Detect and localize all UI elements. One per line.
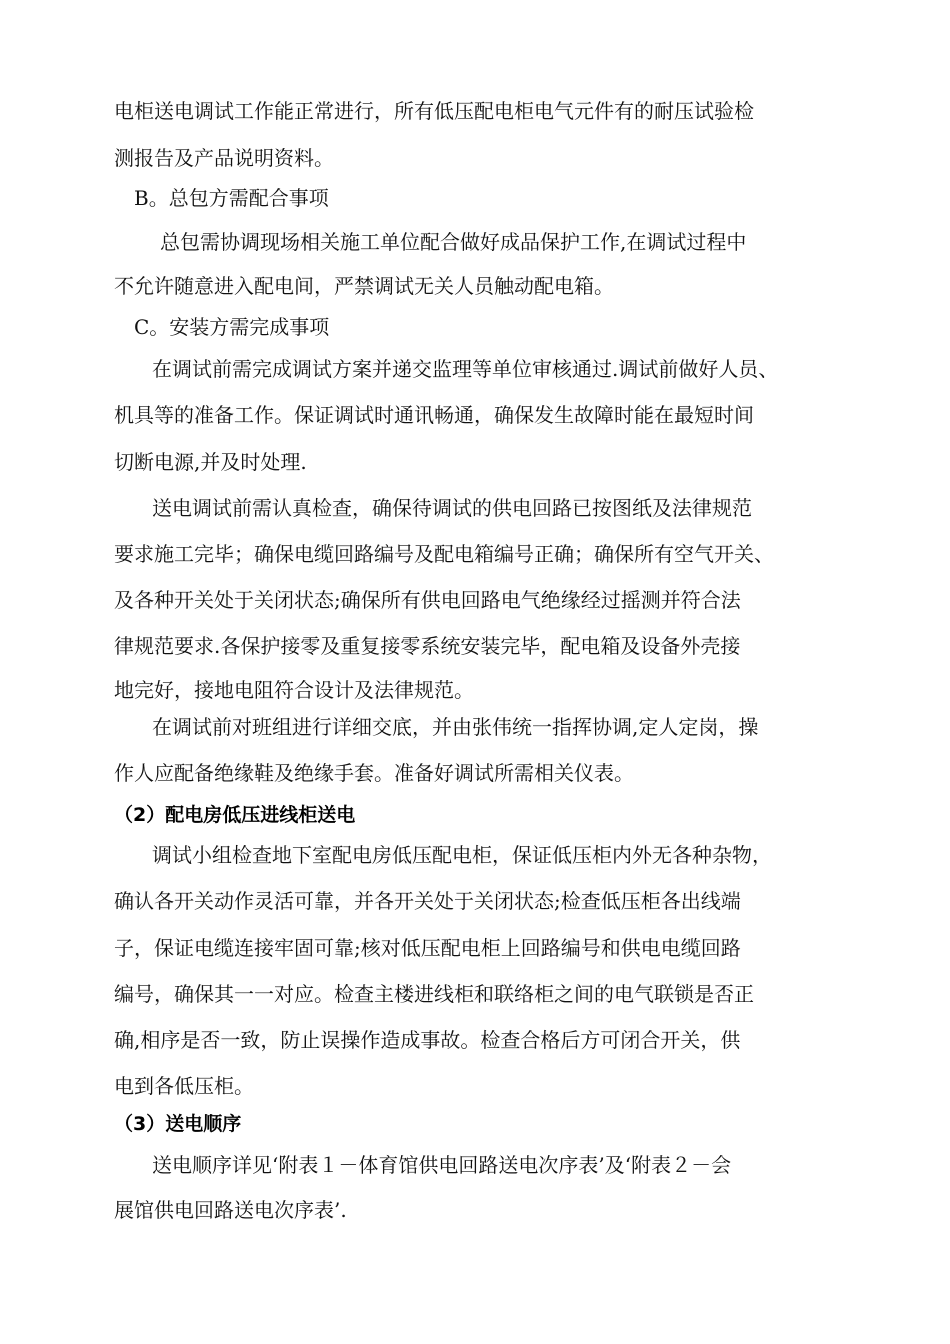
text-line: 总包需协调现场相关施工单位配合做好成品保护工作,在调试过程中 [160, 230, 747, 254]
text-line: 子，保证电缆连接牢固可靠;核对低压配电柜上回路编号和供电电缆回路 [114, 936, 741, 960]
section-heading: （3）送电顺序 [114, 1113, 242, 1135]
text-line: 在调试前需完成调试方案并递交监理等单位审核通过.调试前做好人员、 [152, 357, 779, 381]
text-line: 律规范要求.各保护接零及重复接零系统安装完毕，配电箱及设备外壳接 [114, 634, 741, 658]
text-line: 地完好，接地电阻符合设计及法律规范。 [114, 678, 474, 702]
text-line: 要求施工完毕；确保电缆回路编号及配电箱编号正确；确保所有空气开关、 [114, 542, 774, 566]
text-line: 电到各低压柜。 [114, 1074, 254, 1098]
text-line: C。安装方需完成事项 [134, 315, 330, 339]
text-line: 送电顺序详见‘附表１－体育馆供电回路送电次序表’及‘附表２－会 [152, 1153, 732, 1177]
section-heading: （2）配电房低压进线柜送电 [114, 804, 356, 826]
text-line: 不允许随意进入配电间，严禁调试无关人员触动配电箱。 [114, 274, 614, 298]
text-line: 确,相序是否一致，防止误操作造成事故。检查合格后方可闭合开关，供 [114, 1028, 741, 1052]
text-line: 调试小组检查地下室配电房低压配电柜，保证低压柜内外无各种杂物， [152, 843, 772, 867]
text-line: 测报告及产品说明资料。 [114, 146, 334, 170]
text-line: 作人应配备绝缘鞋及绝缘手套。准备好调试所需相关仪表。 [114, 761, 634, 785]
text-line: B。总包方需配合事项 [134, 186, 329, 210]
text-line: 电柜送电调试工作能正常进行，所有低压配电柜电气元件有的耐压试验检 [114, 99, 754, 123]
text-line: 及各种开关处于关闭状态;确保所有供电回路电气绝缘经过摇测并符合法 [114, 588, 741, 612]
text-line: 展馆供电回路送电次序表’. [114, 1198, 347, 1222]
text-line: 送电调试前需认真检查，确保待调试的供电回路已按图纸及法律规范 [152, 496, 752, 520]
text-line: 切断电源,并及时处理. [114, 450, 307, 474]
text-line: 编号，确保其一一对应。检查主楼进线柜和联络柜之间的电气联锁是否正 [114, 982, 754, 1006]
text-line: 确认各开关动作灵活可靠，并各开关处于关闭状态;检查低压柜各出线端 [114, 889, 741, 913]
text-line: 在调试前对班组进行详细交底，并由张伟统一指挥协调,定人定岗，操 [152, 715, 759, 739]
text-line: 机具等的准备工作。保证调试时通讯畅通，确保发生故障时能在最短时间 [114, 403, 754, 427]
